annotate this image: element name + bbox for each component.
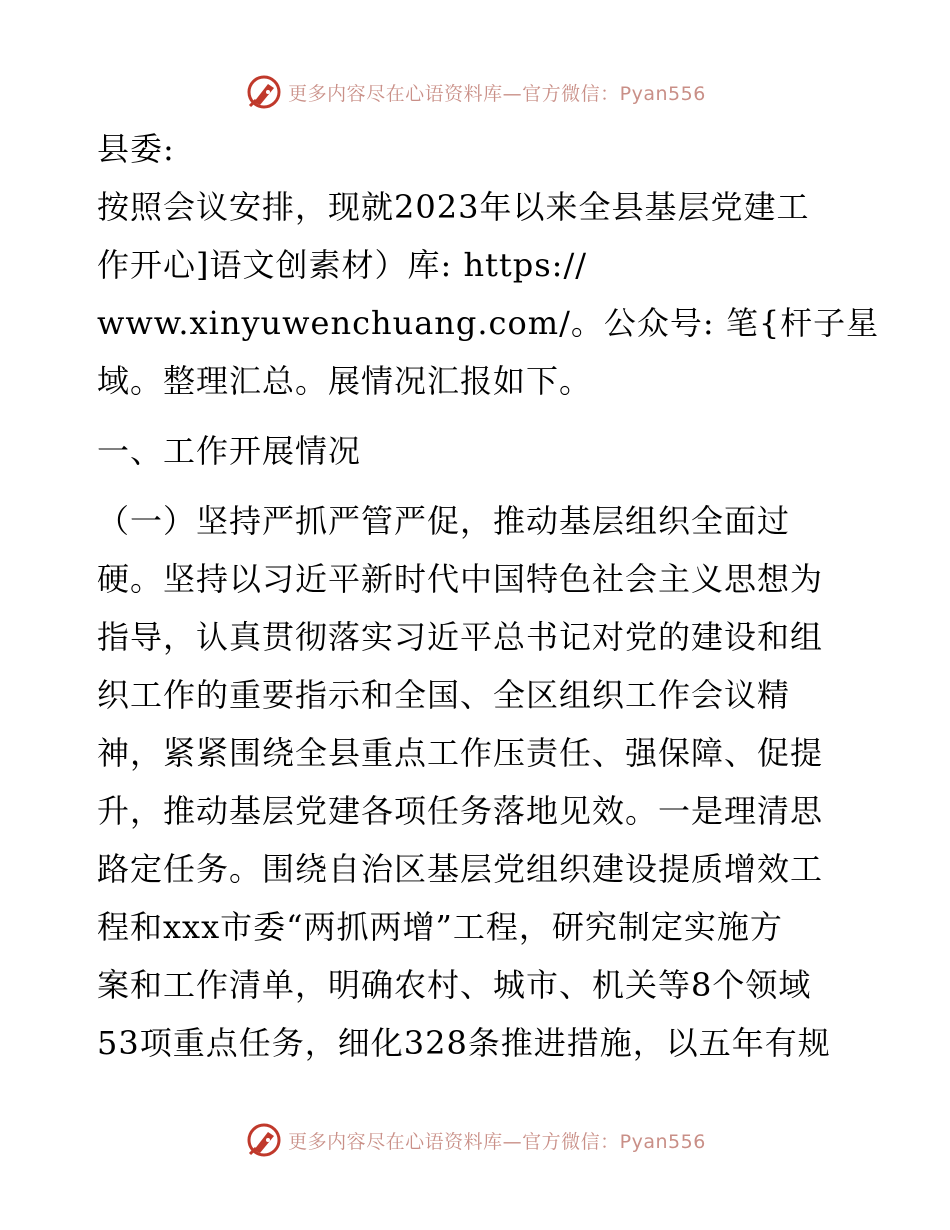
body-line: 路定任务。围绕自治区基层党组织建设提质增效工 [97,850,824,888]
watermark-text: 更多内容尽在心语资料库—官方微信：Pyan556 [288,82,706,105]
intro-line: www.xinyuwenchuang.com/。公众号: 笔{杆子星 [97,304,880,342]
body-line: 案和工作清单，明确农村、城市、机关等8个领域 [97,966,812,1004]
watermark-text: 更多内容尽在心语资料库—官方微信：Pyan556 [288,1130,706,1153]
watermark-banner-top [0,70,950,114]
body-line: 神，紧紧围绕全县重点工作压责任、强保障、促提 [97,734,824,772]
salutation: 县委: [97,130,175,168]
intro-line: 按照会议安排，现就2023年以来全县基层党建工 [97,188,810,226]
pen-nib-logo-icon [244,72,284,112]
document-body [97,120,880,1072]
body-line: 指导，认真贯彻落实习近平总书记对党的建设和组 [97,618,824,656]
body-line: （一）坚持严抓严管严促，推动基层组织全面过 [97,502,791,540]
body-line: 硬。坚持以习近平新时代中国特色社会主义思想为 [97,560,824,598]
intro-line: 作开心]语文创素材）库: https:// [97,246,588,284]
body-line: 升，推动基层党建各项任务落地见效。一是理清思 [97,792,824,830]
section-heading: 一、工作开展情况 [97,432,362,470]
body-line: 织工作的重要指示和全国、全区组织工作会议精 [97,676,791,714]
body-line: 53项重点任务，细化328条推进措施，以五年有规 [97,1024,831,1062]
pen-nib-logo-icon [244,1120,284,1160]
body-line: 程和xxx市委“两抓两增”工程，研究制定实施方 [97,908,783,946]
intro-line: 域。整理汇总。展情况汇报如下。 [97,362,593,400]
watermark-banner-bottom [0,1118,950,1162]
